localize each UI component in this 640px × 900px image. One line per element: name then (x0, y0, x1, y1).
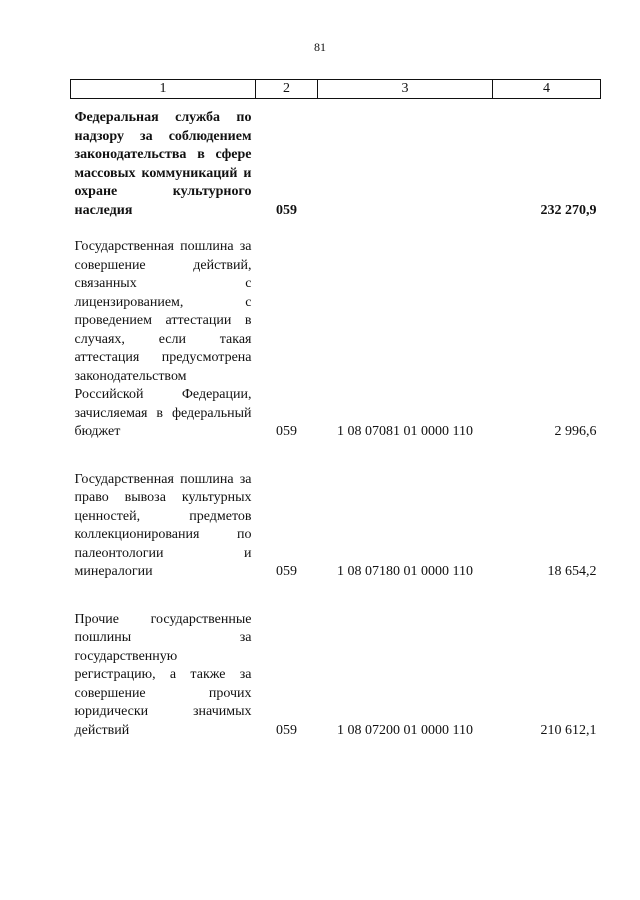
row-amount: 232 270,9 (540, 202, 597, 218)
row-kbk: 1 08 07081 01 0000 110 (337, 424, 473, 439)
column-header-1: 1 (71, 80, 256, 99)
row-name: Государственная пошлина за совершение действий, связанных с лицензированием, с проведением аттестации в случаях, если такая аттестация предусмотрена законодательством Российской Федерации, зачисляемая в федеральный бюджет (74, 239, 252, 439)
row-admin-code: 059 (276, 202, 297, 218)
header-row (71, 80, 601, 99)
column-header-3: 3 (318, 80, 493, 99)
row-admin-code: 059 (276, 564, 297, 579)
row-name: Государственная пошлина за право вывоза культурных ценностей, предметов коллекционирования по палеонтологии и минералогии (74, 471, 252, 579)
column-header-4: 4 (493, 80, 601, 99)
row-admin-code: 059 (276, 722, 297, 738)
table-row (71, 442, 601, 582)
row-amount: 210 612,1 (540, 722, 597, 738)
row-amount: 18 654,2 (547, 564, 597, 579)
table-row (71, 582, 601, 741)
row-name: Федеральная служба по надзору за соблюдением законодательства в сфере массовых коммуникаций и охране культурного наследия (74, 110, 252, 218)
row-kbk: 1 08 07200 01 0000 110 (337, 722, 473, 738)
table-row (71, 220, 601, 442)
row-kbk (318, 99, 493, 221)
row-admin-code: 059 (276, 424, 297, 439)
table-header (71, 80, 601, 99)
table-row (71, 99, 601, 221)
page-number: 81 (314, 40, 326, 54)
revenue-table (70, 79, 601, 740)
table-body (71, 99, 601, 741)
row-name: Прочие государственные пошлины за государственную регистрацию, а также за совершение прочих юридически значимых действий (74, 611, 252, 738)
row-kbk: 1 08 07180 01 0000 110 (337, 564, 473, 579)
column-header-2: 2 (256, 80, 318, 99)
row-amount: 2 996,6 (554, 424, 597, 439)
